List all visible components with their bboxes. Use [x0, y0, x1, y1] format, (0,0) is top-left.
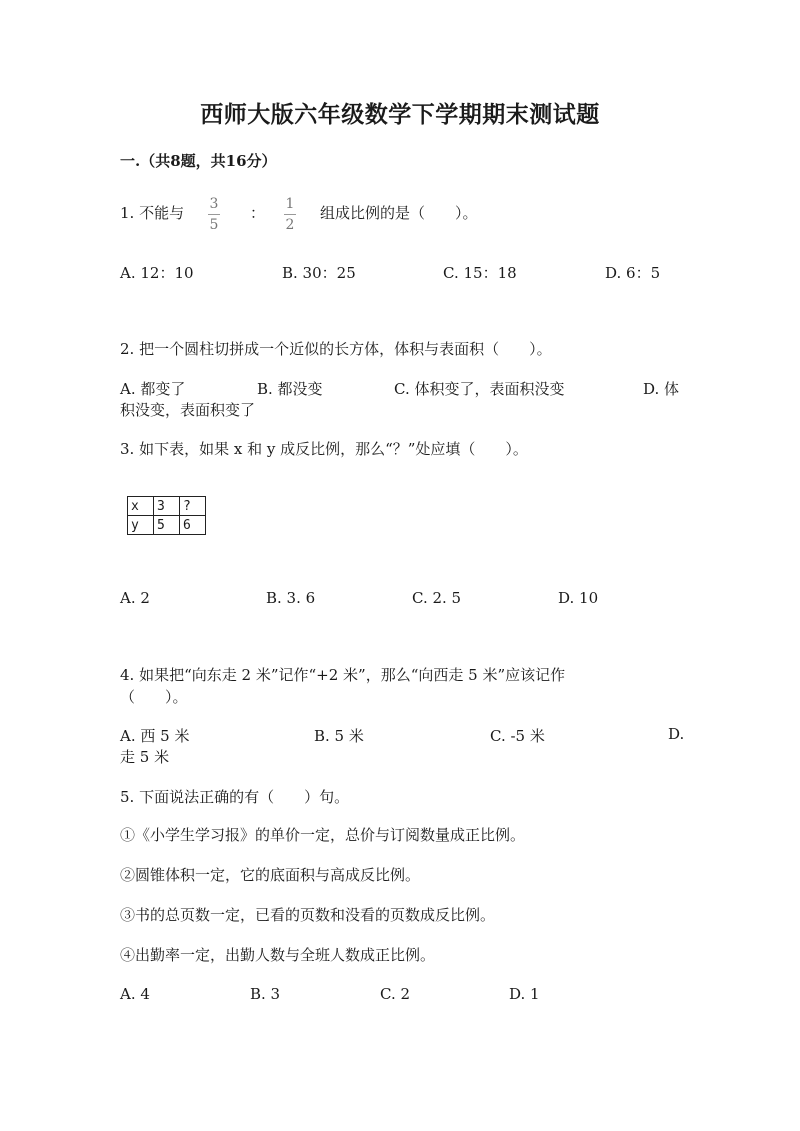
q5-option-b: B. 3: [250, 985, 281, 1003]
q1-option-b: B. 30：25: [282, 264, 356, 282]
table-row: [128, 497, 206, 516]
q2-option-c: C. 体积变了，表面积没变: [394, 380, 565, 398]
q5-option-d: D. 1: [509, 985, 540, 1003]
question-4-text: 4. 如果把“向东走 2 米”记作“+2 米”，那么“向西走 5 米”应该记作: [120, 666, 566, 684]
fraction-numerator: 3: [209, 196, 219, 212]
ratio-colon: ：: [250, 204, 266, 222]
q2-option-b: B. 都没变: [257, 380, 323, 398]
q5-statement-4: ④出勤率一定，出勤人数与全班人数成正比例。: [120, 946, 436, 964]
question-5-text: 5. 下面说法正确的有（ ）句。: [120, 788, 350, 806]
page-title: 西师大版六年级数学下学期期末测试题: [200, 101, 600, 128]
xy-table: [127, 496, 206, 535]
question-1-suffix: 组成比例的是（ ）。: [320, 204, 478, 222]
table-cell: 5: [154, 516, 180, 535]
fraction-numerator: 1: [285, 196, 295, 212]
table-cell: ?: [180, 497, 206, 516]
table-cell: 3: [154, 497, 180, 516]
q4-option-d: D.: [668, 725, 685, 743]
q1-option-c: C. 15：18: [443, 264, 517, 282]
table-cell: y: [128, 516, 154, 535]
table-row: [128, 516, 206, 535]
q4-option-b: B. 5 米: [314, 727, 364, 745]
q4-option-d-wrap: 走 5 米: [120, 748, 170, 766]
q3-option-a: A. 2: [120, 589, 150, 607]
q5-statement-1: ①《小学生学习报》的单价一定，总价与订阅数量成正比例。: [120, 826, 526, 844]
fraction-bar: [284, 214, 296, 215]
q3-option-c: C. 2. 5: [412, 589, 462, 607]
q1-option-d: D. 6：5: [605, 264, 661, 282]
q2-option-d-wrap: 积没变，表面积变了: [120, 401, 256, 419]
question-3-text: 3. 如下表，如果 x 和 y 成反比例，那么“？”处应填（ ）。: [120, 440, 528, 458]
q4-option-c: C. -5 米: [490, 727, 545, 745]
q2-option-a: A. 都变了: [120, 380, 186, 398]
q3-option-d: D. 10: [558, 589, 599, 607]
question-1-prefix: 1. 不能与: [120, 204, 185, 222]
fraction-denominator: 5: [209, 217, 219, 233]
question-2-text: 2. 把一个圆柱切拼成一个近似的长方体，体积与表面积（ ）。: [120, 340, 552, 358]
q2-option-d: D. 体: [643, 380, 680, 398]
table-cell: x: [128, 497, 154, 516]
section-heading: 一.（共8题，共16分）: [120, 152, 277, 170]
q5-option-c: C. 2: [380, 985, 411, 1003]
q1-option-a: A. 12：10: [120, 264, 194, 282]
fraction-3-5: [208, 196, 220, 233]
q3-option-b: B. 3. 6: [266, 589, 316, 607]
q5-statement-3: ③书的总页数一定，已看的页数和没看的页数成反比例。: [120, 906, 496, 924]
fraction-denominator: 2: [285, 217, 295, 233]
q5-statement-2: ②圆锥体积一定，它的底面积与高成反比例。: [120, 866, 421, 884]
table-cell: 6: [180, 516, 206, 535]
q5-option-a: A. 4: [120, 985, 150, 1003]
fraction-1-2: [284, 196, 296, 233]
q4-option-a: A. 西 5 米: [120, 727, 190, 745]
question-4-text-line2: （ ）。: [120, 688, 188, 706]
fraction-bar: [208, 214, 220, 215]
